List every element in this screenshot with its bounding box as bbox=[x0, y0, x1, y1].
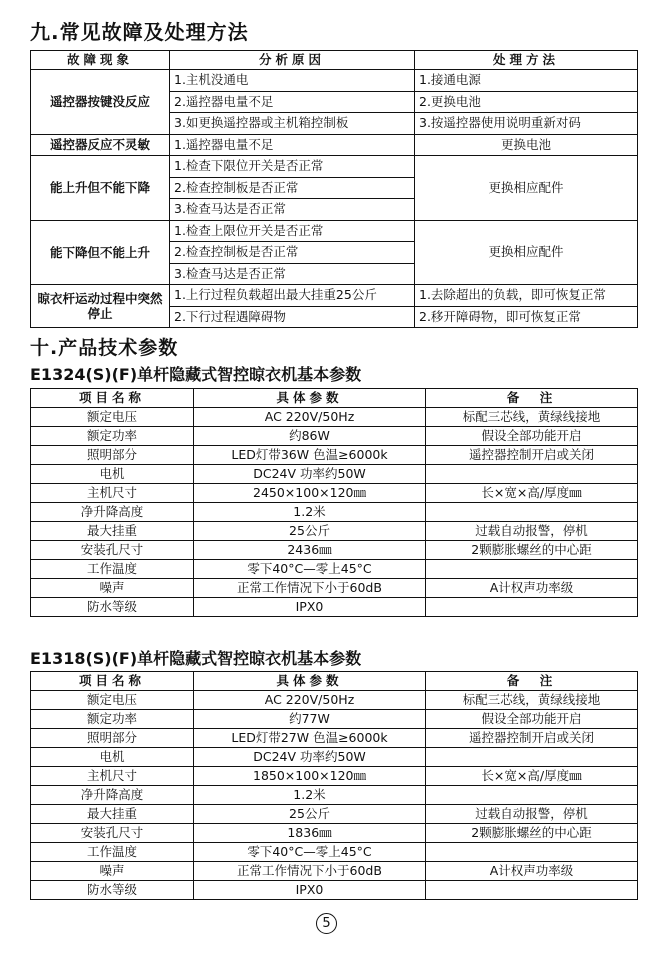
fault-cause: 2.下行过程遇障碍物 bbox=[170, 306, 415, 328]
spec-item-name: 净升降高度 bbox=[31, 786, 194, 805]
table-row bbox=[31, 220, 638, 242]
spec-value: 1850×100×120㎜ bbox=[194, 767, 426, 786]
spec-item-name: 额定电压 bbox=[31, 408, 194, 427]
fault-fix: 更换相应配件 bbox=[415, 220, 638, 285]
spec-value: 1.2米 bbox=[194, 786, 426, 805]
table-row bbox=[31, 408, 638, 427]
fault-header-fix: 处理方法 bbox=[415, 51, 638, 70]
spec-value: DC24V 功率约50W bbox=[194, 465, 426, 484]
spec-item-name: 主机尺寸 bbox=[31, 767, 194, 786]
spec-note: 2颗膨胀螺丝的中心距 bbox=[426, 824, 638, 843]
table-row bbox=[31, 427, 638, 446]
spec-note: A计权声功率级 bbox=[426, 579, 638, 598]
spec1-body bbox=[31, 408, 638, 617]
spec-value: 正常工作情况下小于60dB bbox=[194, 579, 426, 598]
spec-note bbox=[426, 786, 638, 805]
fault-fix: 1.去除超出的负载，即可恢复正常 bbox=[415, 285, 638, 307]
spec-note: 遥控器控制开启或关闭 bbox=[426, 446, 638, 465]
spec-item-name: 防水等级 bbox=[31, 598, 194, 617]
table-row bbox=[31, 824, 638, 843]
spec2-body bbox=[31, 691, 638, 900]
fault-cause: 3.检查马达是否正常 bbox=[170, 199, 415, 221]
spec2-table bbox=[30, 671, 638, 900]
fault-cause: 1.检查下限位开关是否正常 bbox=[170, 156, 415, 178]
section9-title: 九.常见故障及处理方法 bbox=[30, 20, 249, 44]
spec-item-name: 工作温度 bbox=[31, 560, 194, 579]
spec-note bbox=[426, 881, 638, 900]
spec-item-name: 工作温度 bbox=[31, 843, 194, 862]
spec-value: LED灯带36W 色温≥6000k bbox=[194, 446, 426, 465]
spec-value: 正常工作情况下小于60dB bbox=[194, 862, 426, 881]
spec-value: 约77W bbox=[194, 710, 426, 729]
fault-cause: 3.如更换遥控器或主机箱控制板 bbox=[170, 113, 415, 135]
spec-value: DC24V 功率约50W bbox=[194, 748, 426, 767]
spec2-title: E1318(S)(F)单杆隐藏式智控晾衣机基本参数 bbox=[30, 649, 362, 668]
fault-header-symptom: 故障现象 bbox=[31, 51, 170, 70]
table-row bbox=[31, 691, 638, 710]
fault-cause: 2.检查控制板是否正常 bbox=[170, 177, 415, 199]
table-row bbox=[31, 805, 638, 824]
table-row bbox=[31, 503, 638, 522]
fault-cause: 3.检查马达是否正常 bbox=[170, 263, 415, 285]
spec-item-name: 噪声 bbox=[31, 579, 194, 598]
spec-value: LED灯带27W 色温≥6000k bbox=[194, 729, 426, 748]
table-row bbox=[31, 134, 638, 156]
spec-note bbox=[426, 560, 638, 579]
table-row bbox=[31, 598, 638, 617]
table-row bbox=[31, 579, 638, 598]
fault-fix: 1.接通电源 bbox=[415, 70, 638, 92]
fault-table bbox=[30, 50, 638, 328]
spec-item-name: 主机尺寸 bbox=[31, 484, 194, 503]
spec-header-item: 项目名称 bbox=[31, 672, 194, 691]
spec-item-name: 安装孔尺寸 bbox=[31, 541, 194, 560]
page-number: 5 bbox=[316, 913, 337, 934]
table-row bbox=[31, 70, 638, 92]
table-row bbox=[31, 881, 638, 900]
spec-header-row bbox=[31, 389, 638, 408]
spec-note bbox=[426, 465, 638, 484]
table-row bbox=[31, 786, 638, 805]
fault-fix: 更换电池 bbox=[415, 134, 638, 156]
spec-note: 长×宽×高/厚度㎜ bbox=[426, 484, 638, 503]
spec-note: 标配三芯线，黄绿线接地 bbox=[426, 408, 638, 427]
spec-value: 1836㎜ bbox=[194, 824, 426, 843]
spec-value: AC 220V/50Hz bbox=[194, 408, 426, 427]
spec-item-name: 噪声 bbox=[31, 862, 194, 881]
spec-item-name: 净升降高度 bbox=[31, 503, 194, 522]
fault-cause: 1.遥控器电量不足 bbox=[170, 134, 415, 156]
fault-symptom: 能下降但不能上升 bbox=[31, 220, 170, 285]
fault-symptom: 晾衣杆运动过程中突然停止 bbox=[31, 285, 170, 328]
table-row bbox=[31, 710, 638, 729]
table-row bbox=[31, 767, 638, 786]
spec-value: 1.2米 bbox=[194, 503, 426, 522]
spec-value: IPX0 bbox=[194, 598, 426, 617]
spec-item-name: 额定功率 bbox=[31, 710, 194, 729]
fault-fix: 更换相应配件 bbox=[415, 156, 638, 221]
spec-note: 过载自动报警，停机 bbox=[426, 522, 638, 541]
spec-value: 2450×100×120㎜ bbox=[194, 484, 426, 503]
fault-symptom: 遥控器按键没反应 bbox=[31, 70, 170, 135]
fault-header-cause: 分析原因 bbox=[170, 51, 415, 70]
spec-item-name: 最大挂重 bbox=[31, 805, 194, 824]
spec-note: 过载自动报警，停机 bbox=[426, 805, 638, 824]
spec-note: 遥控器控制开启或关闭 bbox=[426, 729, 638, 748]
spec-item-name: 电机 bbox=[31, 465, 194, 484]
fault-fix: 2.移开障碍物，即可恢复正常 bbox=[415, 306, 638, 328]
table-row bbox=[31, 560, 638, 579]
spec-item-name: 额定电压 bbox=[31, 691, 194, 710]
table-row bbox=[31, 862, 638, 881]
fault-cause: 1.上行过程负载超出最大挂重25公斤 bbox=[170, 285, 415, 307]
spec-note: 假设全部功能开启 bbox=[426, 427, 638, 446]
spec-header-row bbox=[31, 672, 638, 691]
spec-note: A计权声功率级 bbox=[426, 862, 638, 881]
spec-header-item: 项目名称 bbox=[31, 389, 194, 408]
spec-item-name: 照明部分 bbox=[31, 729, 194, 748]
spec-header-note: 备 注 bbox=[426, 389, 638, 408]
table-row bbox=[31, 446, 638, 465]
spec-value: 25公斤 bbox=[194, 522, 426, 541]
spec-header-param: 具体参数 bbox=[194, 389, 426, 408]
spec-item-name: 防水等级 bbox=[31, 881, 194, 900]
spec-value: 2436㎜ bbox=[194, 541, 426, 560]
spec-value: 25公斤 bbox=[194, 805, 426, 824]
table-row bbox=[31, 541, 638, 560]
fault-fix: 3.按遥控器使用说明重新对码 bbox=[415, 113, 638, 135]
spec-header-note: 备 注 bbox=[426, 672, 638, 691]
fault-cause: 1.主机没通电 bbox=[170, 70, 415, 92]
table-row bbox=[31, 729, 638, 748]
table-row bbox=[31, 156, 638, 178]
fault-fix: 2.更换电池 bbox=[415, 91, 638, 113]
spec-item-name: 安装孔尺寸 bbox=[31, 824, 194, 843]
fault-symptom: 能上升但不能下降 bbox=[31, 156, 170, 221]
table-row bbox=[31, 748, 638, 767]
spec-note: 2颗膨胀螺丝的中心距 bbox=[426, 541, 638, 560]
spec-note: 长×宽×高/厚度㎜ bbox=[426, 767, 638, 786]
fault-cause: 1.检查上限位开关是否正常 bbox=[170, 220, 415, 242]
fault-cause: 2.遥控器电量不足 bbox=[170, 91, 415, 113]
spec-value: 零下40°C—零上45°C bbox=[194, 843, 426, 862]
spec-note bbox=[426, 598, 638, 617]
fault-header-row bbox=[31, 51, 638, 70]
spec-note bbox=[426, 748, 638, 767]
section10-title: 十.产品技术参数 bbox=[30, 337, 179, 359]
fault-symptom: 遥控器反应不灵敏 bbox=[31, 134, 170, 156]
spec-note: 标配三芯线，黄绿线接地 bbox=[426, 691, 638, 710]
spec-note bbox=[426, 503, 638, 522]
spec-note bbox=[426, 843, 638, 862]
spec-value: 约86W bbox=[194, 427, 426, 446]
spec-header-param: 具体参数 bbox=[194, 672, 426, 691]
spec1-table bbox=[30, 388, 638, 617]
spec-item-name: 额定功率 bbox=[31, 427, 194, 446]
spec-item-name: 照明部分 bbox=[31, 446, 194, 465]
table-row bbox=[31, 484, 638, 503]
spec-value: AC 220V/50Hz bbox=[194, 691, 426, 710]
table-row bbox=[31, 522, 638, 541]
table-row bbox=[31, 465, 638, 484]
spec-item-name: 最大挂重 bbox=[31, 522, 194, 541]
spec-value: IPX0 bbox=[194, 881, 426, 900]
table-row bbox=[31, 285, 638, 307]
table-row bbox=[31, 843, 638, 862]
spec-value: 零下40°C—零上45°C bbox=[194, 560, 426, 579]
spec1-title: E1324(S)(F)单杆隐藏式智控晾衣机基本参数 bbox=[30, 365, 362, 384]
spec-item-name: 电机 bbox=[31, 748, 194, 767]
fault-cause: 2.检查控制板是否正常 bbox=[170, 242, 415, 264]
spec-note: 假设全部功能开启 bbox=[426, 710, 638, 729]
